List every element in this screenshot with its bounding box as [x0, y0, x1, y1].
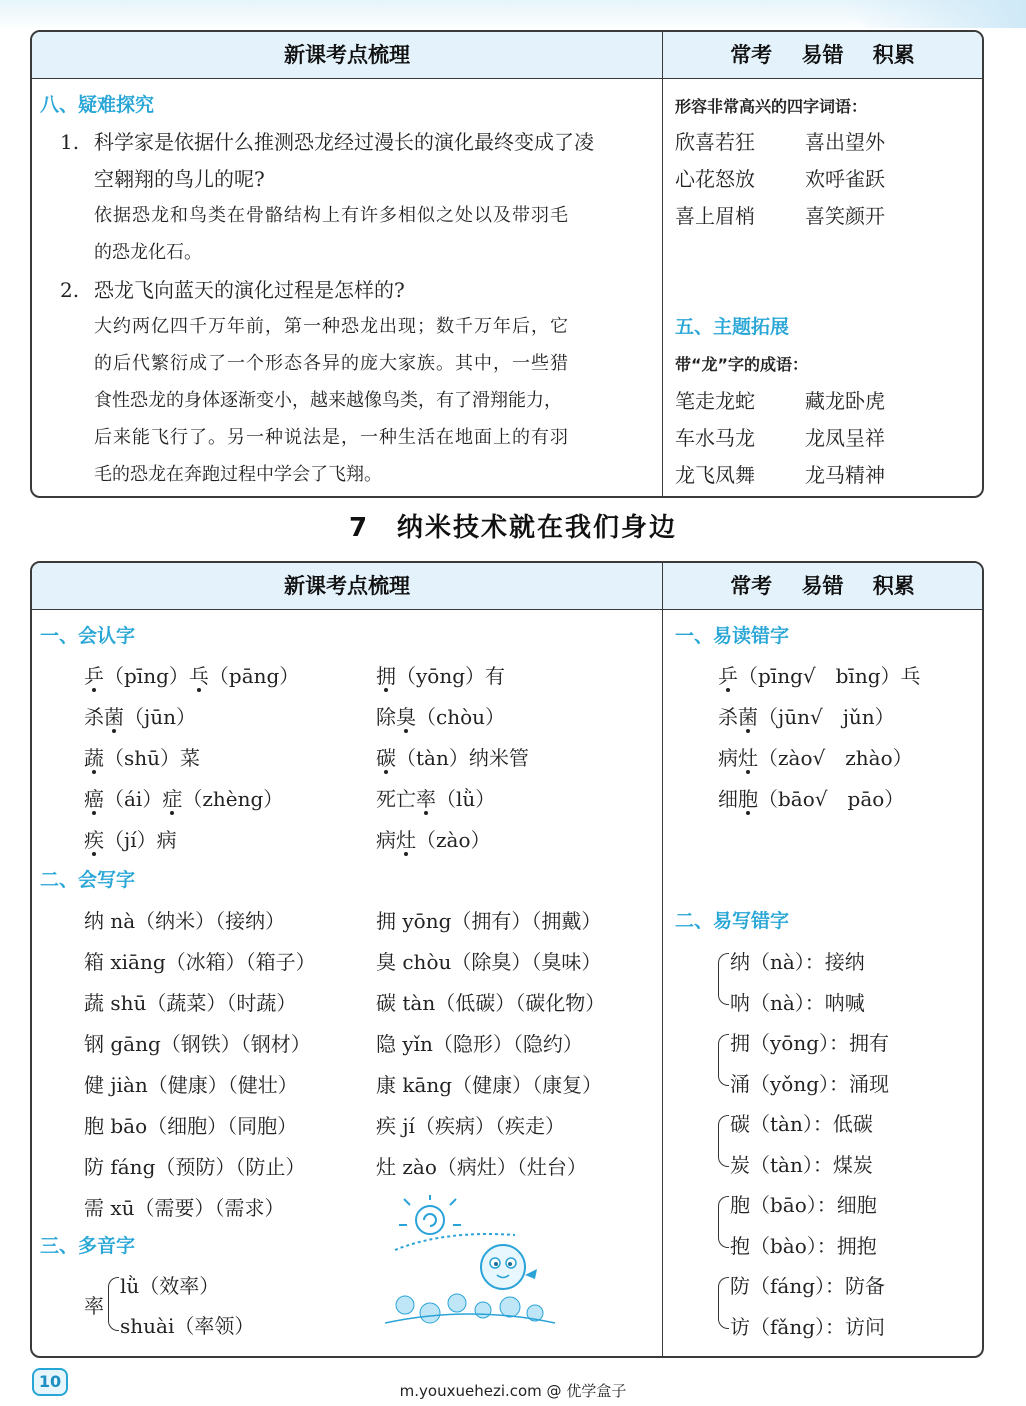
idiom: 喜上眉梢	[675, 204, 755, 228]
write-item: 蔬 shū（蔬菜）（时蔬）	[84, 991, 297, 1015]
idiom: 龙凤呈祥	[805, 426, 885, 450]
miswrite-item: 涌（yǒng）：涌现	[730, 1072, 890, 1096]
question-text: 恐龙飞向蓝天的演化过程是怎样的?	[94, 278, 405, 302]
write-item: 胞 bāo（细胞）（同胞）	[84, 1114, 298, 1138]
idiom: 喜笑颜开	[805, 204, 885, 228]
column-divider	[662, 32, 663, 496]
section-heading: 八、疑难探究	[40, 94, 155, 116]
polyphone-char: 率	[84, 1294, 104, 1318]
recognize-item: 癌（ái）症（zhèng）	[84, 787, 284, 811]
question-text: 科学家是依据什么推测恐龙经过漫长的演化最终变成了凌	[94, 130, 594, 154]
page-number: 10	[32, 1368, 68, 1396]
write-item: 碳 tàn（低碳）（碳化物）	[376, 991, 606, 1015]
idiom: 藏龙卧虎	[805, 389, 885, 413]
write-item: 拥 yōng（拥有）（拥戴）	[376, 909, 602, 933]
write-item: 隐 yǐn（隐形）（隐约）	[376, 1032, 583, 1056]
write-item: 需 xū（需要）（需求）	[84, 1196, 285, 1220]
write-item: 钢 gāng（钢铁）（钢材）	[84, 1032, 311, 1056]
brace-mark	[718, 1115, 729, 1167]
column-divider	[662, 563, 663, 1356]
answer-text: 毛的恐龙在奔跑过程中学会了飞翔。	[94, 464, 382, 485]
brace-mark	[718, 1277, 729, 1329]
section-heading: 二、会写字	[40, 869, 136, 891]
write-item: 疾 jí（疾病）（疾走）	[376, 1114, 565, 1138]
write-item: 臭 chòu（除臭）（臭味）	[376, 950, 602, 974]
section-heading: 二、易写错字	[675, 910, 790, 932]
top-decoration	[0, 0, 1026, 30]
misread-item: 杀菌（jūn√ jǔn）	[718, 705, 895, 729]
idiom: 龙飞凤舞	[675, 463, 755, 487]
question-text: 空翱翔的鸟儿的呢?	[94, 167, 265, 191]
idiom: 欢呼雀跃	[805, 167, 885, 191]
recognize-item: 蔬（shū）菜	[84, 746, 201, 770]
write-item: 灶 zào（病灶）（灶台）	[376, 1155, 587, 1179]
miswrite-item: 访（fǎng）：访问	[730, 1315, 886, 1339]
idiom: 龙马精神	[805, 463, 885, 487]
idiom: 欣喜若狂	[675, 130, 755, 154]
recognize-item: 除臭（chòu）	[376, 705, 506, 729]
miswrite-item: 呐（nà）：呐喊	[730, 991, 865, 1015]
recognize-item: 拥（yōng）有	[376, 664, 506, 688]
cartoon-illustration	[385, 1195, 555, 1330]
miswrite-item: 拥（yōng）：拥有	[730, 1031, 890, 1055]
miswrite-item: 碳（tàn）：低碳	[730, 1112, 873, 1136]
answer-text: 的后代繁衍成了一个形态各异的庞大家族。其中，一些猎	[94, 353, 569, 374]
misread-item: 乒（pīng√ bīng）乓	[718, 664, 921, 688]
answer-text: 后来能飞行了。另一种说法是，一种生活在地面上的有羽	[94, 427, 569, 448]
write-item: 纳 nà（纳米）（接纳）	[84, 909, 286, 933]
brace-mark	[718, 1034, 729, 1086]
section-heading: 一、会认字	[40, 625, 136, 647]
answer-text: 的恐龙化石。	[94, 242, 202, 263]
polyphone-reading: lǜ（效率）	[120, 1274, 220, 1298]
recognize-item: 杀菌（jūn）	[84, 705, 196, 729]
recognize-item: 死亡率（lǜ）	[376, 787, 496, 811]
idiom: 笔走龙蛇	[675, 389, 755, 413]
recognize-item: 碳（tàn）纳米管	[376, 746, 529, 770]
write-item: 防 fáng（预防）（防止）	[84, 1155, 306, 1179]
miswrite-item: 抱（bào）：拥抱	[730, 1234, 877, 1258]
idiom-heading: 形容非常高兴的四字词语：	[675, 97, 868, 116]
miswrite-item: 炭（tàn）：煤炭	[730, 1153, 873, 1177]
recognize-item: 病灶（zào）	[376, 828, 491, 852]
lesson-title: 7 纳米技术就在我们身边	[348, 513, 678, 543]
idiom-heading: 带“龙”字的成语：	[675, 355, 809, 374]
brace-mark	[108, 1277, 119, 1331]
brace-mark	[718, 953, 729, 1005]
miswrite-item: 胞（bāo）：细胞	[730, 1193, 877, 1217]
miswrite-item: 防（fáng）：防备	[730, 1274, 886, 1298]
idiom: 心花怒放	[675, 167, 755, 191]
idiom: 车水马龙	[675, 426, 755, 450]
right-header-title: 常考 易错 积累	[730, 574, 915, 598]
miswrite-item: 纳（nà）：接纳	[730, 950, 865, 974]
question-number: 2.	[60, 278, 80, 302]
polyphone-reading: shuài（率领）	[120, 1314, 255, 1338]
footer-text: m.youxuehezi.com @ 优学盒子	[399, 1382, 627, 1400]
section-heading: 五、主题拓展	[675, 316, 790, 338]
box-header	[32, 563, 982, 610]
box-header	[32, 32, 982, 79]
question-number: 1.	[60, 130, 80, 154]
answer-text: 食性恐龙的身体逐渐变小，越来越像鸟类，有了滑翔能力，	[94, 390, 562, 411]
misread-item: 细胞（bāo√ pāo）	[718, 787, 905, 811]
recognize-item: 乒（pīng）乓（pāng）	[84, 664, 300, 688]
write-item: 健 jiàn（健康）（健壮）	[84, 1073, 298, 1097]
write-item: 箱 xiāng（冰箱）（箱子）	[84, 950, 316, 974]
section-heading: 一、易读错字	[675, 625, 790, 647]
left-header-title: 新课考点梳理	[284, 574, 410, 598]
answer-text: 大约两亿四千万年前，第一种恐龙出现；数千万年后，它	[94, 316, 569, 337]
recognize-item: 疾（jí）病	[84, 828, 177, 852]
write-item: 康 kāng（健康）（康复）	[376, 1073, 603, 1097]
right-header-title: 常考 易错 积累	[730, 43, 915, 67]
misread-item: 病灶（zào√ zhào）	[718, 746, 913, 770]
idiom: 喜出望外	[805, 130, 885, 154]
section-heading: 三、多音字	[40, 1235, 136, 1257]
answer-text: 依据恐龙和鸟类在骨骼结构上有许多相似之处以及带羽毛	[94, 205, 569, 226]
brace-mark	[718, 1196, 729, 1248]
review-box-1	[30, 30, 984, 498]
left-header-title: 新课考点梳理	[284, 43, 410, 67]
